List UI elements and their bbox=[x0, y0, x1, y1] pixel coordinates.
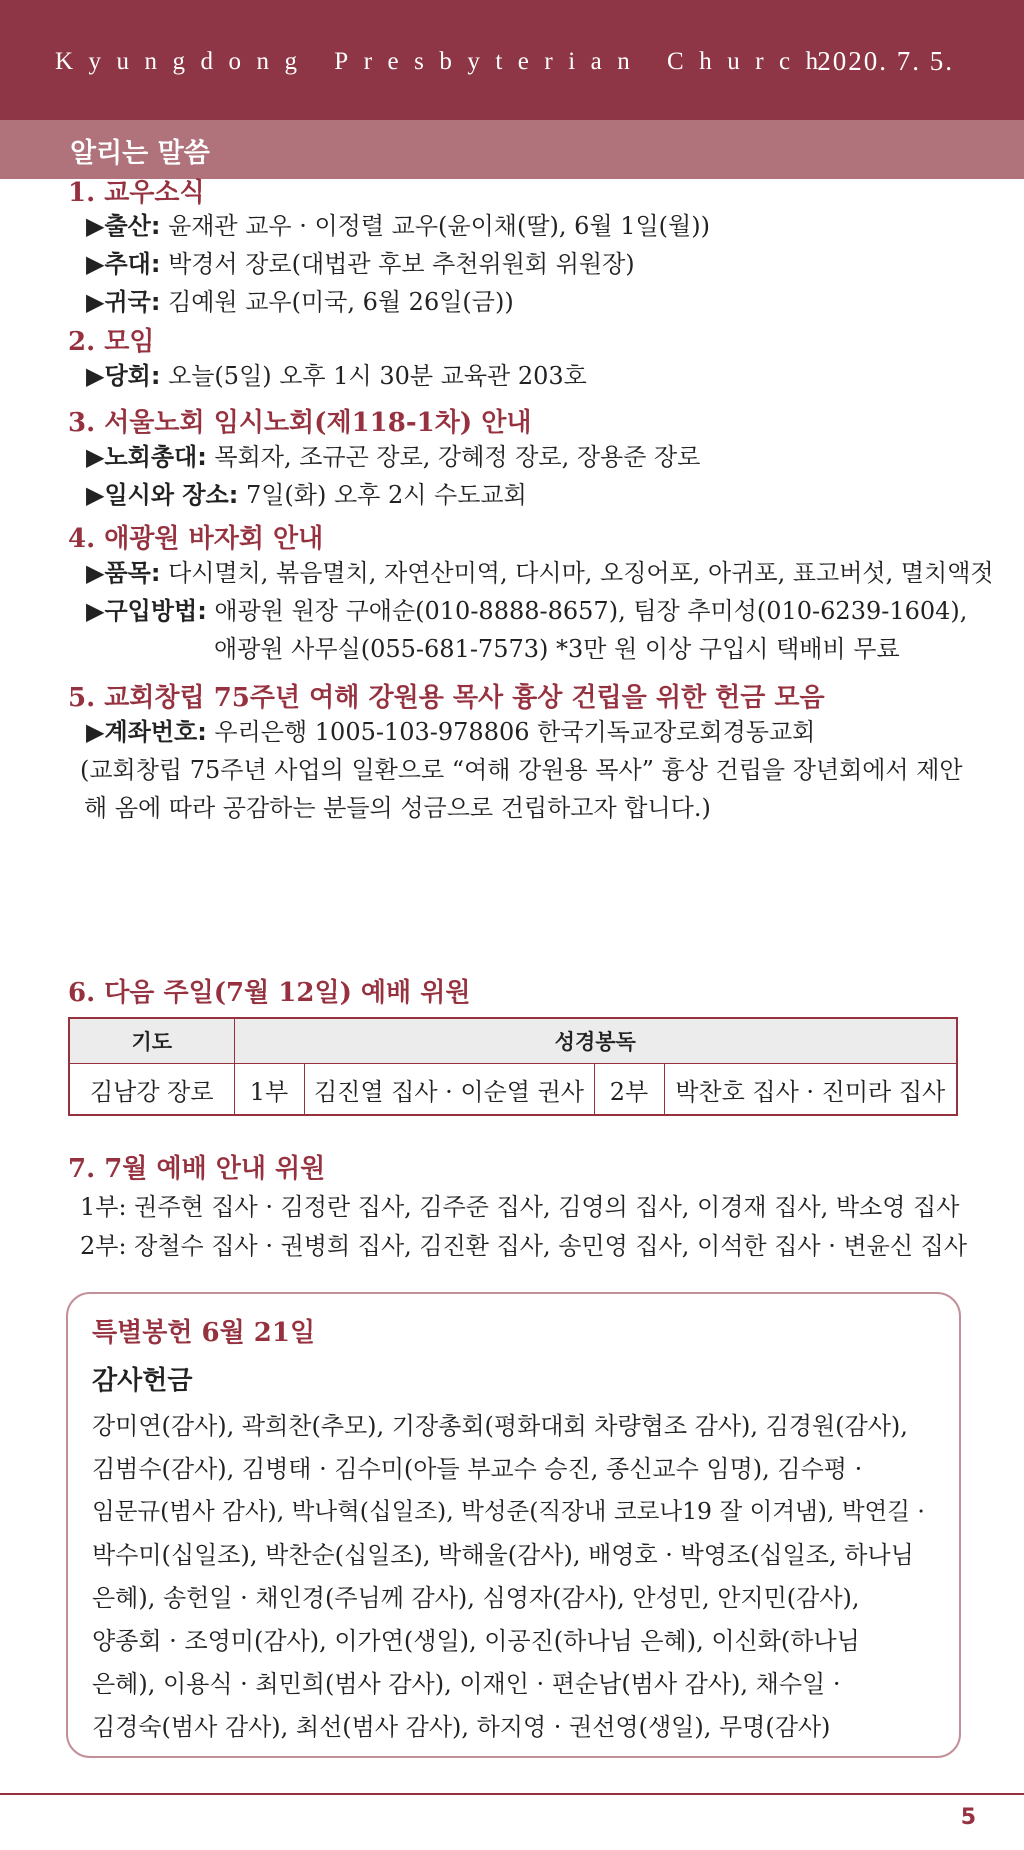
item-text: 우리은행 1005-103-978806 한국기독교장로회경동교회 bbox=[206, 718, 816, 746]
item-text: 애광원 사무실(055-681-7573) *3만 원 이상 구입시 택배비 무료 bbox=[214, 635, 900, 663]
offering-line: 강미연(감사), 곽희찬(추모), 기장총회(평화대회 차량협조 감사), 김경원(감사), bbox=[92, 1412, 908, 1440]
item-text: 애광원 원장 구애순(010-8888-8657), 팀장 추미성(010-6239-1604), bbox=[206, 597, 968, 625]
fund-note-line: (교회창립 75주년 사업의 일환으로 “여해 강원용 목사” 흉상 건립을 장년회에서 제안 bbox=[80, 756, 963, 784]
offering-title: 특별봉헌 6월 21일 bbox=[92, 1318, 316, 1348]
item-text: 7일(화) 오후 2시 수도교회 bbox=[238, 481, 527, 509]
church-name: Kyungdong Presbyterian Church bbox=[55, 48, 834, 75]
item-key: ▶계좌번호: bbox=[86, 718, 207, 746]
bazaar-item-purchase-cont bbox=[214, 629, 900, 664]
meeting-item-session bbox=[86, 356, 587, 391]
offering-line: 임문규(범사 감사), 박나혁(십일조), 박성준(직장내 코로나19 잘 이겨냄), 박연길 · bbox=[92, 1497, 925, 1525]
news-item-return bbox=[86, 282, 514, 317]
table-cell: 2부 bbox=[594, 1064, 664, 1116]
fund-note-line: 해 옴에 따라 공감하는 분들의 성금으로 건립하고자 합니다.) bbox=[84, 794, 711, 822]
offering-subtitle: 감사헌금 bbox=[92, 1366, 193, 1396]
item-key: ▶품목: bbox=[86, 559, 161, 587]
section-title-news: 1. 교우소식 bbox=[68, 178, 205, 208]
table-header-scripture: 성경봉독 bbox=[234, 1018, 957, 1064]
header-bar bbox=[0, 0, 1024, 120]
subheader-bar bbox=[0, 120, 1024, 179]
page-number: 5 bbox=[960, 1805, 976, 1830]
item-text: 오늘(5일) 오후 1시 30분 교육관 203호 bbox=[160, 362, 587, 390]
offering-line: 박수미(십일조), 박찬순(십일조), 박해울(감사), 배영호 · 박영조(십일조, 하나님 bbox=[92, 1541, 914, 1569]
offering-line: 양종회 · 조영미(감사), 이가연(생일), 이공진(하나님 은혜), 이신화(하나님 bbox=[92, 1627, 860, 1655]
table-cell: 김진열 집사 · 이순열 권사 bbox=[304, 1064, 594, 1116]
section-title-worship-committee: 6. 다음 주일(7월 12일) 예배 위원 bbox=[68, 978, 471, 1008]
item-key: ▶당회: bbox=[86, 362, 161, 390]
item-key: ▶출산: bbox=[86, 212, 161, 240]
page-title: 알리는 말씀 bbox=[70, 138, 210, 169]
item-key: ▶일시와 장소: bbox=[86, 481, 239, 509]
table-cell: 1부 bbox=[234, 1064, 304, 1116]
item-text: 다시멸치, 볶음멸치, 자연산미역, 다시마, 오징어포, 아귀포, 표고버섯, 멸치액젓 bbox=[160, 559, 994, 587]
special-offering-box bbox=[66, 1292, 961, 1758]
item-text: 윤재관 교우 · 이정렬 교우(윤이채(딸), 6월 1일(월)) bbox=[160, 212, 710, 240]
item-key: ▶노회총대: bbox=[86, 443, 207, 471]
section-title-presbytery: 3. 서울노회 임시노회(제118-1차) 안내 bbox=[68, 408, 532, 438]
bazaar-item-products bbox=[86, 553, 994, 588]
ushers-line-first: 1부: 권주현 집사 · 김정란 집사, 김주준 집사, 김영의 집사, 이경재 집사, 박소영 집사 bbox=[80, 1193, 960, 1221]
fund-item-account bbox=[86, 712, 815, 747]
table-header-prayer: 기도 bbox=[69, 1018, 234, 1064]
section-title-ushers: 7. 7월 예배 안내 위원 bbox=[68, 1154, 326, 1184]
presbytery-item-place bbox=[86, 475, 527, 510]
offering-line: 은혜), 이용식 · 최민희(범사 감사), 이재인 · 편순남(범사 감사), 채수일 · bbox=[92, 1670, 841, 1698]
bulletin-date: 2020. 7. 5. bbox=[817, 46, 954, 76]
ushers-line-second: 2부: 장철수 집사 · 권병희 집사, 김진환 집사, 송민영 집사, 이석한 집사 · 변윤신 집사 bbox=[80, 1232, 968, 1260]
presbytery-item-delegates bbox=[86, 437, 700, 472]
table-cell: 김남강 장로 bbox=[69, 1064, 234, 1116]
table-cell: 박찬호 집사 · 진미라 집사 bbox=[664, 1064, 957, 1116]
table-header-row bbox=[69, 1018, 957, 1064]
offering-line: 김경숙(범사 감사), 최선(범사 감사), 하지영 · 권선영(생일), 무명(감사) bbox=[92, 1713, 831, 1741]
item-key: ▶추대: bbox=[86, 250, 161, 278]
section-title-bazaar: 4. 애광원 바자회 안내 bbox=[68, 524, 324, 554]
offering-line: 김범수(감사), 김병태 · 김수미(아들 부교수 승진, 종신교수 임명), 김수평 · bbox=[92, 1455, 863, 1483]
item-text: 목회자, 조규곤 장로, 강혜정 장로, 장용준 장로 bbox=[206, 443, 701, 471]
news-item-nomination bbox=[86, 244, 635, 279]
section-title-meeting: 2. 모임 bbox=[68, 327, 155, 357]
table-row bbox=[69, 1064, 957, 1116]
bazaar-item-purchase bbox=[86, 591, 967, 626]
item-key: ▶구입방법: bbox=[86, 597, 207, 625]
offering-line: 은혜), 송헌일 · 채인경(주님께 감사), 심영자(감사), 안성민, 안지민(감사), bbox=[92, 1584, 860, 1612]
worship-committee-table bbox=[68, 1017, 958, 1116]
item-text: 박경서 장로(대법관 후보 추천위원회 위원장) bbox=[160, 250, 635, 278]
section-title-statue-fund: 5. 교회창립 75주년 여해 강원용 목사 흉상 건립을 위한 헌금 모음 bbox=[68, 683, 825, 713]
item-key: ▶귀국: bbox=[86, 288, 161, 316]
footer-rule bbox=[0, 1793, 1024, 1795]
news-item-birth bbox=[86, 206, 710, 241]
item-text: 김예원 교우(미국, 6월 26일(금)) bbox=[160, 288, 514, 316]
